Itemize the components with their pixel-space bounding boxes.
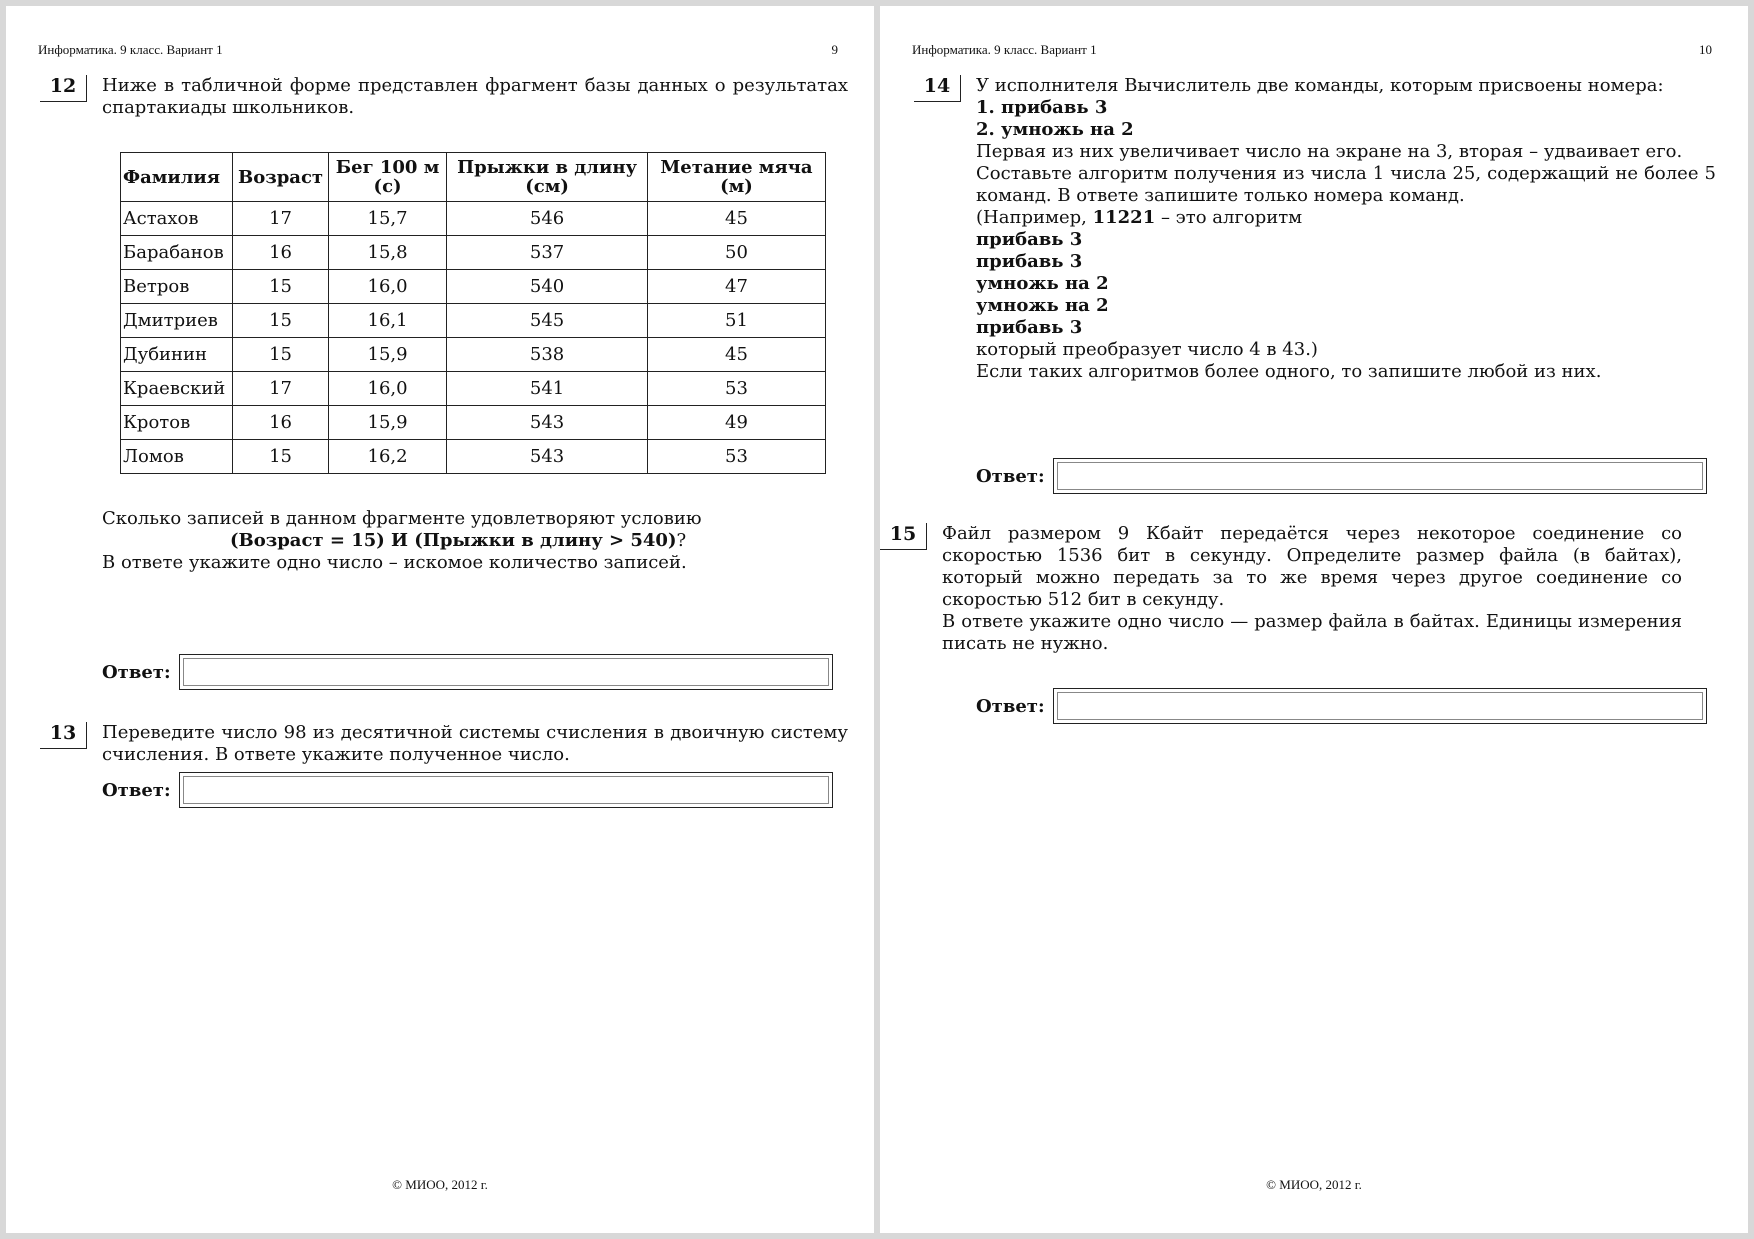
table-cell: 15: [233, 338, 329, 372]
table-cell: 16: [233, 406, 329, 440]
page-header-title: Информатика. 9 класс. Вариант 1: [912, 42, 1097, 57]
table-cell: Астахов: [121, 202, 233, 236]
table-cell: 543: [447, 440, 648, 474]
column-header: Фамилия: [121, 153, 233, 202]
table-cell: Краевский: [121, 372, 233, 406]
table-cell: Дмитриев: [121, 304, 233, 338]
condition-end: ?: [676, 530, 687, 551]
answer-input[interactable]: [179, 772, 833, 808]
table-cell: Барабанов: [121, 236, 233, 270]
example-step: умножь на 2: [976, 295, 1109, 316]
table-cell: 51: [647, 304, 825, 338]
table-cell: 50: [647, 236, 825, 270]
task-13-text: Переведите число 98 из десятичной системы счисления в двоичную систему счисления. В ответе укажите полученное число.: [102, 722, 848, 765]
example-step: прибавь 3: [976, 229, 1083, 250]
task-15-body: [942, 523, 1682, 655]
table-cell: 17: [233, 372, 329, 406]
example-pre: (Например,: [976, 207, 1093, 228]
table-cell: 16: [233, 236, 329, 270]
table-cell: 15,8: [328, 236, 446, 270]
table-cell: 16,2: [328, 440, 446, 474]
table-header-row: [121, 153, 826, 202]
example-code: 11221: [1092, 207, 1156, 228]
example-step: прибавь 3: [976, 317, 1083, 338]
table-row: [121, 270, 826, 304]
table-cell: 53: [647, 372, 825, 406]
column-header: Метание мяча (м): [647, 153, 825, 202]
table-cell: 15: [233, 304, 329, 338]
table-cell: 15,9: [328, 338, 446, 372]
table-cell: 47: [647, 270, 825, 304]
answer-label: Ответ:: [102, 661, 171, 683]
task-number: 14: [914, 75, 961, 102]
table-cell: 541: [447, 372, 648, 406]
table-cell: 15: [233, 270, 329, 304]
table-row: [121, 304, 826, 338]
example-step: прибавь 3: [976, 251, 1083, 272]
task-14-task: Составьте алгоритм получения из числа 1 числа 25, содержащий не более 5 команд. В ответе запишите только номера команд.: [976, 163, 1716, 206]
task-12-answer: [102, 654, 833, 690]
table-row: [121, 236, 826, 270]
task-15-text: Файл размером 9 Кбайт передаётся через некоторое соединение со скоростью 1536 бит в секунду. Определите размер файла (в байтах), который можно передать за то же время через другое соединение со скоростью 512 бит в секунду.: [942, 523, 1682, 610]
results-table: [120, 152, 826, 474]
table-cell: 537: [447, 236, 648, 270]
answer-input[interactable]: [1053, 688, 1707, 724]
task-15-answer: [976, 688, 1707, 724]
example-step: умножь на 2: [976, 273, 1109, 294]
page-left: [6, 6, 874, 1233]
column-header: Прыжки в длину (см): [447, 153, 648, 202]
page-number: 10: [1699, 42, 1712, 57]
task-12-intro: Ниже в табличной форме представлен фрагмент базы данных о результатах спартакиады школьников.: [102, 75, 848, 118]
question-text: Сколько записей в данном фрагменте удовлетворяют условию: [102, 508, 702, 529]
column-header: Бег 100 м (с): [328, 153, 446, 202]
table-row: [121, 202, 826, 236]
table-cell: Кротов: [121, 406, 233, 440]
column-header: Возраст: [233, 153, 329, 202]
table-row: [121, 338, 826, 372]
task-14-intro: У исполнителя Вычислитель две команды, которым присвоены номера:: [976, 75, 1664, 96]
table-cell: 16,0: [328, 372, 446, 406]
table-cell: 16,1: [328, 304, 446, 338]
table-cell: 538: [447, 338, 648, 372]
page-number: 9: [831, 42, 838, 57]
table-cell: 45: [647, 338, 825, 372]
task-number: 12: [40, 75, 87, 102]
table-cell: 17: [233, 202, 329, 236]
answer-label: Ответ:: [976, 695, 1045, 717]
page-right: [880, 6, 1748, 1233]
task-number: 13: [40, 722, 87, 749]
table-cell: 15: [233, 440, 329, 474]
table-cell: 543: [447, 406, 648, 440]
command-2: 2. умножь на 2: [976, 119, 1134, 140]
table-cell: 15,9: [328, 406, 446, 440]
answer-input[interactable]: [179, 654, 833, 690]
page-header-title: Информатика. 9 класс. Вариант 1: [38, 42, 223, 57]
table-cell: Ветров: [121, 270, 233, 304]
table-cell: 15,7: [328, 202, 446, 236]
task-14-description: Первая из них увеличивает число на экране на 3, вторая – удваивает его.: [976, 141, 1683, 162]
footer-copyright: © МИОО, 2012 г.: [392, 1177, 488, 1192]
example-post: – это алгоритм: [1155, 207, 1303, 228]
task-number: 15: [880, 523, 927, 550]
command-1: 1. прибавь 3: [976, 97, 1108, 118]
task-14-body: [976, 75, 1716, 383]
table-row: [121, 440, 826, 474]
table-cell: 546: [447, 202, 648, 236]
table-cell: Ломов: [121, 440, 233, 474]
example-end: который преобразует число 4 в 43.): [976, 339, 1318, 360]
task-12-question: [102, 508, 848, 574]
answer-input[interactable]: [1053, 458, 1707, 494]
table-cell: Дубинин: [121, 338, 233, 372]
condition: (Возраст = 15) И (Прыжки в длину > 540): [230, 530, 677, 551]
task-14-final: Если таких алгоритмов более одного, то запишите любой из них.: [976, 361, 1602, 382]
task-13-answer: [102, 772, 833, 808]
answer-note: В ответе укажите одно число – искомое количество записей.: [102, 552, 687, 573]
answer-label: Ответ:: [976, 465, 1045, 487]
table-cell: 49: [647, 406, 825, 440]
answer-label: Ответ:: [102, 779, 171, 801]
condition-line: [102, 530, 848, 552]
table-row: [121, 406, 826, 440]
table-cell: 53: [647, 440, 825, 474]
table-cell: 540: [447, 270, 648, 304]
task-15-note: В ответе укажите одно число — размер файла в байтах. Единицы измерения писать не нужно.: [942, 611, 1682, 654]
table-row: [121, 372, 826, 406]
table-cell: 545: [447, 304, 648, 338]
table-cell: 45: [647, 202, 825, 236]
table-cell: 16,0: [328, 270, 446, 304]
task-14-answer: [976, 458, 1707, 494]
footer-copyright: © МИОО, 2012 г.: [1266, 1177, 1362, 1192]
example-line: [976, 207, 1716, 229]
